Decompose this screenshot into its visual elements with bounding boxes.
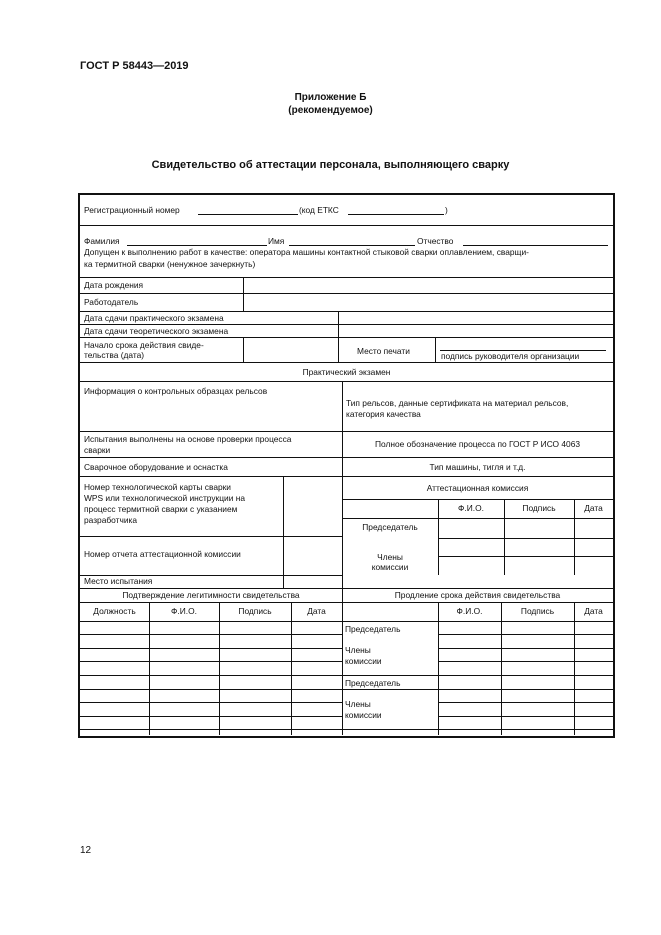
commission-members-line1: Члены xyxy=(377,552,403,562)
extension-heading: Продление срока действия свидетельства xyxy=(394,590,561,600)
birth-date-label: Дата рождения xyxy=(84,280,144,290)
commission-date-header: Дата xyxy=(584,503,603,513)
annex-note: (рекомендуемое) xyxy=(288,105,373,116)
reg-number-label: Регистрационный номер xyxy=(84,205,180,215)
practical-exam-date-label: Дата сдачи практического экзамена xyxy=(84,313,224,323)
admitted-text-line2: ка термитной сварки (ненужное зачеркнуть) xyxy=(84,259,256,269)
test-place-label: Место испытания xyxy=(84,576,153,586)
legitimacy-signature-header: Подпись xyxy=(238,606,272,616)
rail-type-line1: Тип рельсов, данные сертификата на материал рельсов, xyxy=(346,398,569,408)
patronymic-label: Отчество xyxy=(417,236,454,246)
tests-line2: сварки xyxy=(84,445,111,455)
report-number-label: Номер отчета аттестационной комиссии xyxy=(84,549,241,559)
seal-place-label: Место печати xyxy=(357,346,410,356)
commission-chairman-label: Председатель xyxy=(362,522,418,532)
legitimacy-heading: Подтверждение легитимности свидетельства xyxy=(122,590,300,600)
etks-close: ) xyxy=(445,205,448,215)
etks-code-label: (код ЕТКС xyxy=(299,205,339,215)
name-label: Имя xyxy=(268,236,285,246)
admitted-text-line1: Допущен к выполнению работ в качестве: оператора машины контактной стыковой сварки оплавлением, сварщи- xyxy=(84,247,529,257)
commission-members-line2: комиссии xyxy=(371,562,409,572)
head-signature-label: подпись руководителя организации xyxy=(441,351,580,361)
commission-heading: Аттестационная комиссия xyxy=(426,483,529,493)
page-number: 12 xyxy=(80,845,92,856)
extension-chairman-2: Председатель xyxy=(345,678,401,688)
extension-members-2-line2: комиссии xyxy=(345,710,382,720)
legitimacy-date-header: Дата xyxy=(307,606,326,616)
extension-members-1-line1: Члены xyxy=(345,645,371,655)
equipment-label: Сварочное оборудование и оснастка xyxy=(84,462,228,472)
rail-type-line2: категория качества xyxy=(346,409,421,419)
practical-exam-heading: Практический экзамен xyxy=(302,367,391,377)
wps-line1: Номер технологической карты сварки xyxy=(84,482,231,492)
machine-type-label: Тип машины, тигля и т.д. xyxy=(429,462,526,472)
wps-line4: разработчика xyxy=(84,515,138,525)
extension-date-header: Дата xyxy=(584,606,603,616)
extension-members-2-line1: Члены xyxy=(345,699,371,709)
validity-start-line1: Начало срока действия свиде- xyxy=(84,340,204,350)
standard-number: ГОСТ Р 58443—2019 xyxy=(80,60,189,72)
extension-members-1-line2: комиссии xyxy=(345,656,382,666)
tests-line1: Испытания выполнены на основе проверки процесса xyxy=(84,434,292,444)
document-title: Свидетельство об аттестации персонала, выполняющего сварку xyxy=(151,159,510,171)
annex-title: Приложение Б xyxy=(294,92,367,103)
legitimacy-position-header: Должность xyxy=(93,606,136,616)
process-designation-label: Полное обозначение процесса по ГОСТ Р ИСО 4063 xyxy=(374,439,581,449)
wps-line2: WPS или технологической инструкции на xyxy=(84,493,245,503)
validity-start-line2: тельства (дата) xyxy=(84,350,145,360)
samples-info-label: Информация о контрольных образцах рельсов xyxy=(84,386,268,396)
employer-label: Работодатель xyxy=(84,297,139,307)
wps-line3: процесс термитной сварки с указанием xyxy=(84,504,238,514)
extension-fio-header: Ф.И.О. xyxy=(456,606,483,616)
legitimacy-fio-header: Ф.И.О. xyxy=(171,606,197,616)
commission-fio-header: Ф.И.О. xyxy=(458,503,484,513)
commission-signature-header: Подпись xyxy=(522,503,556,513)
theory-exam-date-label: Дата сдачи теоретического экзамена xyxy=(84,326,229,336)
extension-chairman-1: Председатель xyxy=(345,624,401,634)
surname-label: Фамилия xyxy=(84,236,120,246)
certificate-form xyxy=(78,193,615,738)
extension-signature-header: Подпись xyxy=(520,606,555,616)
